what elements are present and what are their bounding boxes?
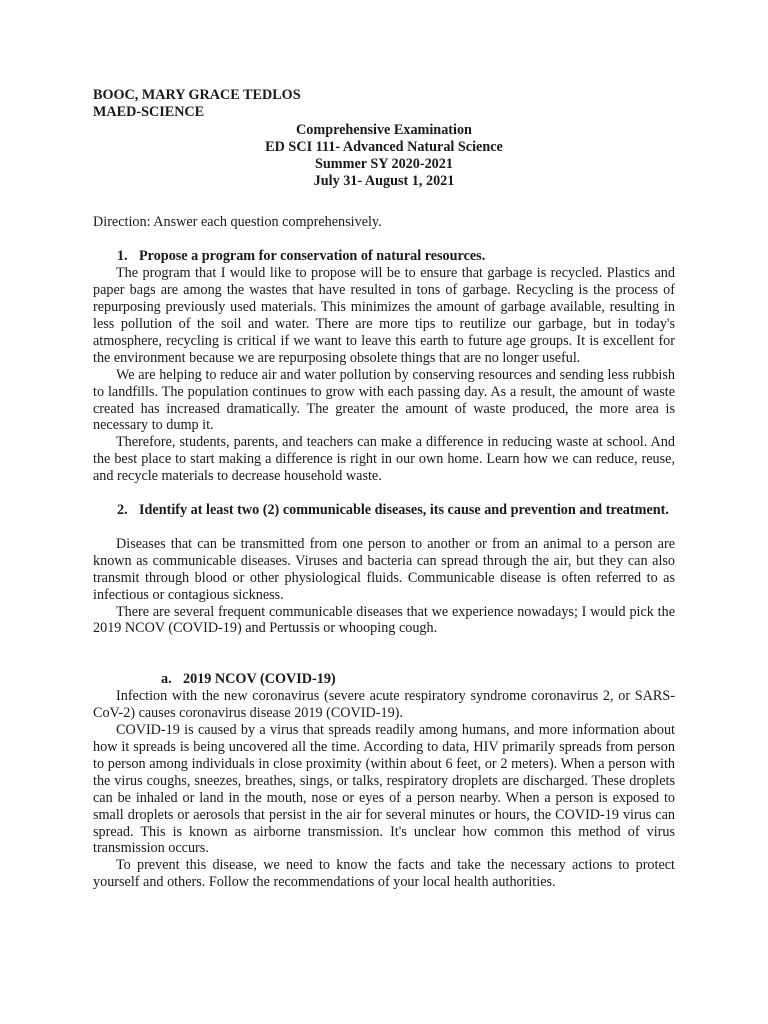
exam-header [93, 121, 675, 190]
spacer [93, 637, 675, 671]
question-1-number: 1. [117, 248, 128, 265]
subsection-a-heading [93, 671, 675, 688]
exam-dates: July 31- August 1, 2021 [313, 172, 455, 189]
question-2-paragraph: Diseases that can be transmitted from one person to another or from an animal to a person are known as communicable diseases. Viruses and bacteria can spread through the air, but they can also transmit through blood or other physiological fluids. Communicable disease is often referred to as infectious or contagious sickness. [93, 535, 675, 603]
question-2-heading [93, 502, 675, 519]
subsection-a-title: 2019 NCOV (COVID-19) [183, 671, 336, 688]
question-1-paragraph: We are helping to reduce air and water pollution by conserving resources and sending less rubbish to landfills. The population continues to grow with each passing day. As a result, the amount of waste created has increased dramatically. The greater the amount of waste produced, the more area is necessary to dump it. [93, 366, 675, 434]
spacer [93, 519, 675, 536]
exam-course: ED SCI 111- Advanced Natural Science [265, 138, 503, 155]
question-1-paragraph: The program that I would like to propose will be to ensure that garbage is recycled. Plastics and paper bags are among the wastes that have resulted in tons of garbage. Recycling is the process of repurposing previously used materials. This minimizes the amount of garbage available, resulting in less pollution of the soil and water. There are more tips to reutilize our garbage, but in today's atmosphere, recycling is critical if we want to leave this earth to future age groups. It is excellent for the environment because we are repurposing obsolete things that are no longer useful. [93, 265, 675, 366]
question-2-title: Identify at least two (2) communicable diseases, its cause and prevention and treatment. [139, 502, 669, 519]
subsection-a-paragraph: COVID-19 is caused by a virus that spreads readily among humans, and more information about how it spreads is being uncovered all the time. According to data, HIV primarily spreads from person to person among individuals in close proximity (within about 6 feet, or 2 meters). When a person with the virus coughs, sneezes, breathes, sings, or talks, respiratory droplets are discharged. These droplets can be inhaled or land in the mouth, nose or eyes of a person nearby. When a person is exposed to small droplets or aerosols that persist in the air for several minutes or hours, the COVID-19 virus can spread. This is known as airborne transmission. It's unclear how common this method of virus transmission occurs. [93, 722, 675, 857]
subsection-a-letter: a. [161, 671, 172, 688]
direction-text: Direction: Answer each question comprehensively. [93, 214, 382, 231]
question-1-title: Propose a program for conservation of natural resources. [139, 248, 486, 265]
subsection-a-paragraph: Infection with the new coronavirus (severe acute respiratory syndrome coronavirus 2, or SARS-CoV-2) causes coronavirus disease 2019 (COVID-19). [93, 688, 675, 722]
subsection-a-paragraph: To prevent this disease, we need to know the facts and take the necessary actions to protect yourself and others. Follow the recommendations of your local health authorities. [93, 857, 675, 891]
author-name: BOOC, MARY GRACE TEDLOS [93, 87, 301, 103]
exam-term: Summer SY 2020-2021 [315, 155, 453, 172]
question-1 [93, 248, 675, 485]
question-1-heading [93, 248, 675, 265]
author-program: MAED-SCIENCE [93, 103, 205, 120]
subsection-a [93, 671, 675, 891]
question-2 [93, 502, 675, 891]
question-2-number: 2. [117, 502, 128, 519]
exam-title: Comprehensive Examination [296, 121, 472, 138]
question-1-paragraph: Therefore, students, parents, and teachers can make a difference in reducing waste at school. And the best place to start making a difference is right in our own home. Learn how we can reduce, reuse, and recycle materials to decrease household waste. [93, 434, 675, 485]
question-2-paragraph: There are several frequent communicable diseases that we experience nowadays; I would pick the 2019 NCOV (COVID-19) and Pertussis or whooping cough. [93, 603, 675, 637]
